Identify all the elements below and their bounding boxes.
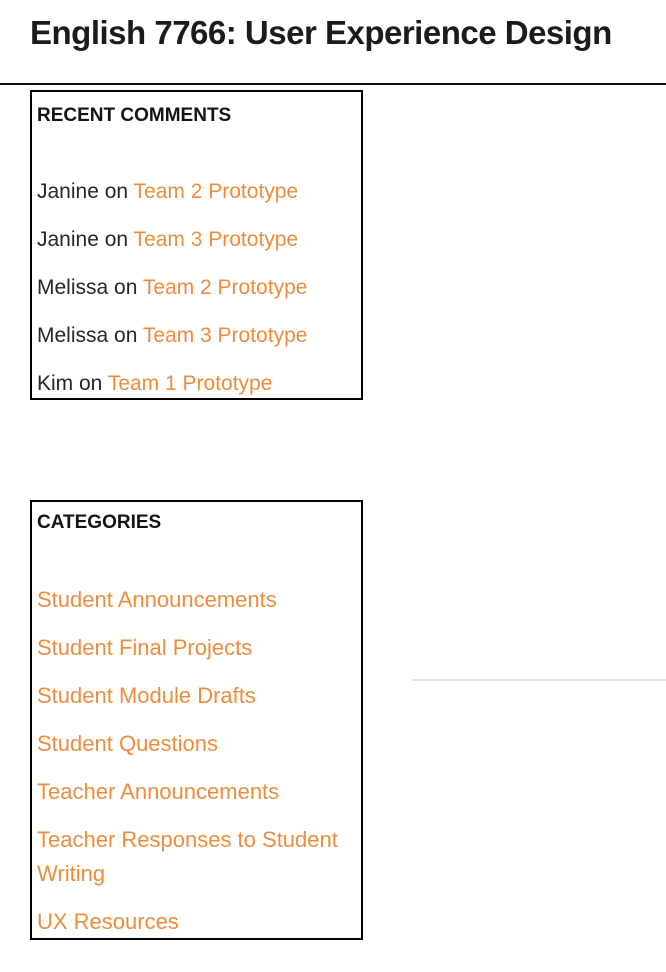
comment-connector: on xyxy=(98,228,134,251)
category-item xyxy=(37,679,353,713)
category-link[interactable]: UX Resources xyxy=(37,909,179,934)
categories-heading: CATEGORIES xyxy=(37,512,162,533)
category-item xyxy=(37,583,353,617)
category-link[interactable]: Teacher Responses to Student Writing xyxy=(37,827,338,886)
comment-author: Janine xyxy=(37,228,99,251)
category-link[interactable]: Student Module Drafts xyxy=(37,683,256,708)
header-divider xyxy=(0,83,666,85)
comment-item xyxy=(37,319,353,353)
category-item xyxy=(37,631,353,665)
comment-author: Melissa xyxy=(37,324,109,347)
site-title[interactable]: English 7766: User Experience Design xyxy=(30,14,612,51)
comment-author: Kim xyxy=(37,372,74,395)
category-link[interactable]: Student Final Projects xyxy=(37,635,253,660)
comment-item xyxy=(37,223,353,257)
recent-comments-list xyxy=(37,175,353,401)
comment-item xyxy=(37,175,353,209)
category-link[interactable]: Student Questions xyxy=(37,731,219,756)
category-link[interactable]: Student Announcements xyxy=(37,587,277,612)
category-item xyxy=(37,775,353,809)
comment-item xyxy=(37,271,353,305)
comment-post-link[interactable]: Team 2 Prototype xyxy=(142,276,308,299)
category-item xyxy=(37,823,353,891)
category-item xyxy=(37,905,353,939)
comment-author: Melissa xyxy=(37,276,109,299)
recent-comments-widget xyxy=(30,90,363,400)
category-link[interactable]: Teacher Announcements xyxy=(37,779,280,804)
comment-connector: on xyxy=(108,276,143,299)
comment-post-link[interactable]: Team 3 Prototype xyxy=(142,324,308,347)
comment-post-link[interactable]: Team 2 Prototype xyxy=(133,180,299,203)
comment-item xyxy=(37,367,353,401)
recent-comments-heading: RECENT COMMENTS xyxy=(37,105,232,126)
categories-widget xyxy=(30,500,363,940)
categories-list xyxy=(37,583,353,939)
content-area-divider xyxy=(412,679,666,681)
comment-connector: on xyxy=(73,372,108,395)
comment-author: Janine xyxy=(37,180,99,203)
comment-connector: on xyxy=(108,324,143,347)
comment-post-link[interactable]: Team 1 Prototype xyxy=(107,372,273,395)
comment-connector: on xyxy=(98,180,134,203)
category-item xyxy=(37,727,353,761)
comment-post-link[interactable]: Team 3 Prototype xyxy=(133,228,299,251)
